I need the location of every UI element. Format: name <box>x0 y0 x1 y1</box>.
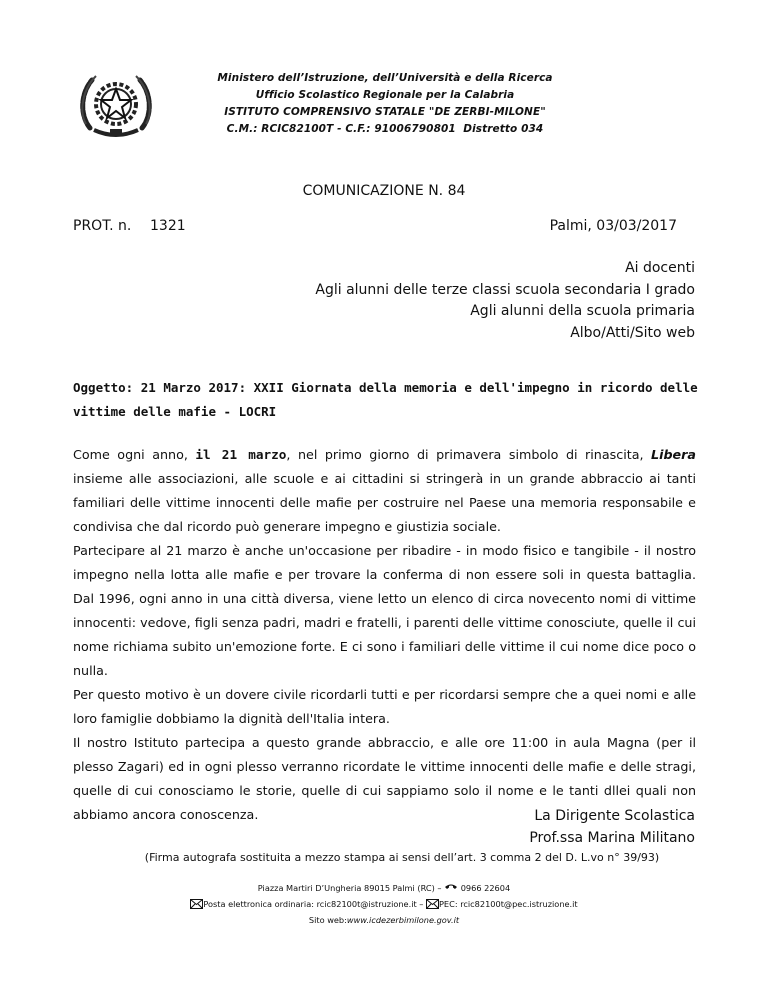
recipient-line: Ai docenti <box>625 260 695 276</box>
recipients-block <box>315 258 695 344</box>
footer-web-label: Sito web: <box>308 915 347 925</box>
signer-role: La Dirigente Scolastica <box>534 808 695 824</box>
page-footer <box>0 880 768 928</box>
regional-office: Ufficio Scolastico Regionale per la Calabria <box>255 89 515 101</box>
footer-phone: 0966 22604 <box>460 883 511 893</box>
libera-highlight: Libera <box>651 447 696 462</box>
footer-email-line <box>0 896 768 912</box>
ministry-name: Ministero dell’Istruzione, dell’Università e della Ricerca <box>217 72 553 84</box>
letterhead <box>150 70 620 138</box>
subject-text: 21 Marzo 2017: XXII Giornata della memoria e dell'impegno in ricordo delle vittime delle mafie - LOCRI <box>73 380 698 419</box>
institute-codes-line <box>150 121 620 138</box>
place-and-date: Palmi, 03/03/2017 <box>549 218 677 234</box>
envelope-icon <box>426 899 439 909</box>
institute-codes: C.M.: RCIC82100T - C.F.: 91006790801 <box>226 123 456 135</box>
recipient-line: Agli alunni della scuola primaria <box>470 303 695 319</box>
body-paragraph-2: Partecipare al 21 marzo è anche un'occasione per ribadire - in modo fisico e tangibile - il nostro impegno nella lotta alle mafie e per trovare la conferma di non essere soli in questa battaglia. Dal 1996, ogni anno in una città diversa, viene letto un elenco di circa novecento nomi di vittime innocenti: vedove, figli senza padri, madri e fratelli, i parenti delle vittime conosciute, quelle il cui nome richiama subito un'emozione forte. E ci sono i familiari delle vittime il cui nome dice poco o nulla. <box>73 543 696 678</box>
footer-web-line <box>0 912 768 928</box>
recipient-line: Albo/Atti/Sito web <box>570 324 695 341</box>
footer-email: Posta elettronica ordinaria: rcic82100t@istruzione.it – <box>203 899 424 909</box>
protocol-number: 1321 <box>150 218 186 234</box>
body-text-span: , nel primo giorno di primavera simbolo di rinascita, <box>286 447 644 462</box>
subject-line <box>73 376 713 424</box>
institute-name: ISTITUTO COMPRENSIVO STATALE "DE ZERBI-MILONE" <box>224 106 546 118</box>
body-paragraph-1 <box>73 443 696 539</box>
signer-name: Prof.ssa Marina Militano <box>529 830 695 846</box>
school-district: Distretto 034 <box>463 123 544 135</box>
subject-label: Oggetto: <box>73 380 134 395</box>
footer-address-line <box>0 880 768 896</box>
phone-icon <box>444 883 458 893</box>
signature-block <box>529 805 695 849</box>
footer-website-link[interactable]: www.icdezerbimilone.gov.it <box>346 915 460 925</box>
letter-body <box>73 443 696 827</box>
footer-pec: PEC: rcic82100t@pec.istruzione.it <box>439 899 578 909</box>
recipient-line: Agli alunni delle terze classi scuola secondaria I grado <box>315 281 695 298</box>
footer-address: Piazza Martiri D’Ungheria 89015 Palmi (RC) – <box>257 883 442 893</box>
body-text-span: Come ogni anno, <box>73 447 188 462</box>
body-paragraph-3: Per questo motivo è un dovere civile ricordarli tutti e per ricordarsi sempre che a quei nomi e alle loro famiglie dobbiamo la dignità dell'Italia intera. <box>73 687 696 726</box>
date-highlight: il 21 marzo <box>195 447 287 462</box>
communication-number: COMUNICAZIONE N. 84 <box>302 183 466 199</box>
body-paragraph-4: Il nostro Istituto partecipa a questo grande abbraccio, e alle ore 11:00 in aula Magna (per il plesso Zagari) ed in ogni plesso verranno ricordate le vittime innocenti delle mafie e delle stragi, quelle di cui conosciamo le storie, quelle di cui sappiamo solo il nome e le tanti dllei quali non abbiamo ancora conoscenza. <box>73 735 696 822</box>
protocol-label: PROT. n. <box>73 218 132 234</box>
italian-republic-emblem-icon <box>76 66 156 142</box>
envelope-icon <box>190 899 203 909</box>
signature-note: (Firma autografa sostituita a mezzo stampa ai sensi dell’art. 3 comma 2 del D. L.vo n° 39/93) <box>144 851 660 864</box>
body-text-span: insieme alle associazioni, alle scuole e ai cittadini si stringerà in un grande abbraccio ai tanti familiari delle vittime innocenti delle mafie per costruire nel Paese una memoria responsabile e condivisa che dal ricordo può generare impegno e giustizia sociale. <box>73 471 696 534</box>
